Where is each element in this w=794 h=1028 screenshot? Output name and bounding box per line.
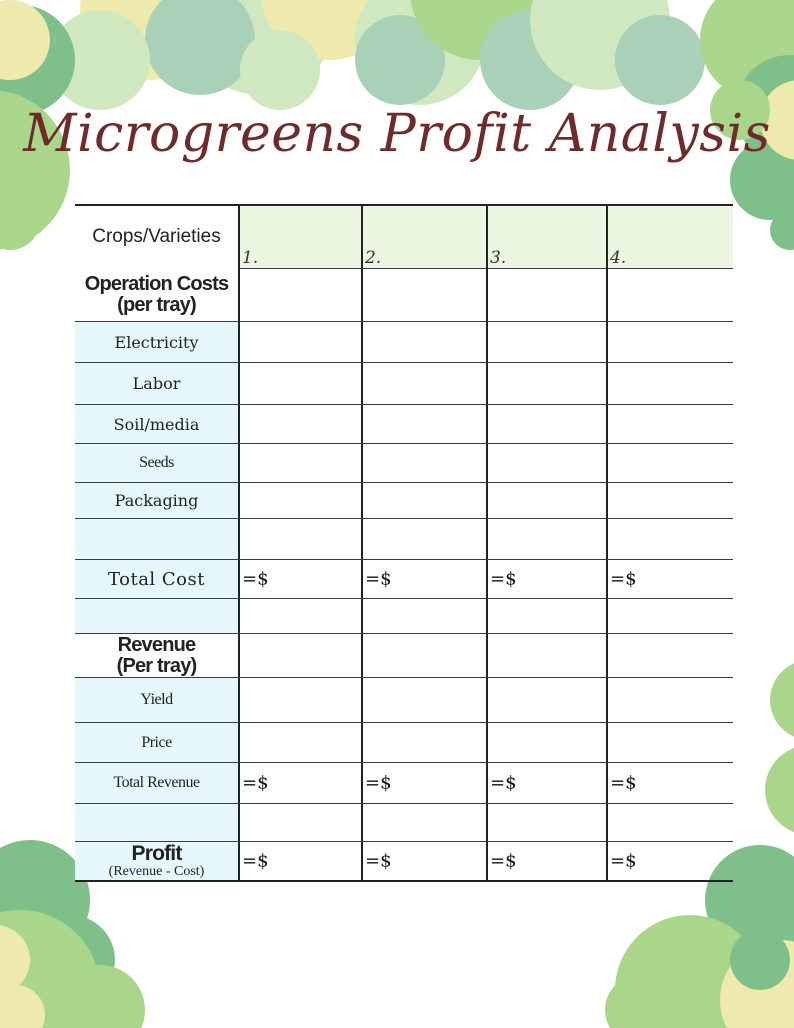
formula-text: =$ bbox=[242, 568, 269, 590]
revenue-label bbox=[75, 634, 240, 677]
total-revenue-cell-2[interactable] bbox=[363, 763, 488, 803]
price-label: Price bbox=[75, 723, 240, 762]
table-cell[interactable] bbox=[488, 634, 608, 677]
table-cell[interactable] bbox=[240, 804, 363, 841]
table-cell[interactable] bbox=[488, 322, 608, 362]
revenue-subtitle: (Per tray) bbox=[116, 654, 197, 677]
operation-costs-title: Operation Costs bbox=[84, 272, 229, 295]
table-cell[interactable] bbox=[608, 268, 733, 321]
profit-title: Profit bbox=[131, 842, 182, 865]
electricity-row bbox=[75, 322, 733, 363]
profit-cell-1[interactable] bbox=[240, 842, 363, 880]
total-cost-cell-1[interactable] bbox=[240, 560, 363, 598]
table-cell[interactable] bbox=[608, 444, 733, 482]
table-cell[interactable] bbox=[488, 678, 608, 722]
total-revenue-label: Total Revenue bbox=[75, 763, 240, 803]
yield-label: Yield bbox=[75, 678, 240, 722]
table-cell[interactable] bbox=[363, 599, 488, 633]
seeds-label: Seeds bbox=[75, 444, 240, 482]
table-cell[interactable] bbox=[363, 363, 488, 404]
table-cell[interactable] bbox=[240, 363, 363, 404]
column-header-2[interactable] bbox=[363, 206, 488, 268]
blank-label-cell bbox=[75, 804, 240, 841]
formula-text: =$ bbox=[365, 850, 392, 872]
profit-row bbox=[75, 842, 733, 882]
table-cell[interactable] bbox=[488, 519, 608, 559]
blank-label-cell bbox=[75, 519, 240, 559]
table-cell[interactable] bbox=[363, 322, 488, 362]
blank-cost-row bbox=[75, 519, 733, 560]
packaging-row bbox=[75, 483, 733, 519]
profit-label bbox=[75, 842, 240, 880]
profit-cell-4[interactable] bbox=[608, 842, 733, 880]
table-cell[interactable] bbox=[363, 519, 488, 559]
column-header-1[interactable] bbox=[240, 206, 363, 268]
blank-spacer-row bbox=[75, 599, 733, 634]
column-number-4: 4. bbox=[610, 248, 627, 268]
table-cell[interactable] bbox=[240, 599, 363, 633]
operation-costs-label bbox=[75, 268, 240, 321]
total-cost-cell-2[interactable] bbox=[363, 560, 488, 598]
table-cell[interactable] bbox=[240, 483, 363, 518]
revenue-title: Revenue bbox=[117, 633, 196, 656]
table-cell[interactable] bbox=[608, 363, 733, 404]
column-number-2: 2. bbox=[365, 248, 382, 268]
total-cost-row bbox=[75, 560, 733, 599]
formula-text: =$ bbox=[365, 568, 392, 590]
table-cell[interactable] bbox=[240, 634, 363, 677]
table-cell[interactable] bbox=[240, 519, 363, 559]
table-header-row bbox=[75, 204, 733, 269]
table-cell[interactable] bbox=[240, 405, 363, 443]
revenue-row bbox=[75, 634, 733, 678]
table-cell[interactable] bbox=[363, 444, 488, 482]
table-cell[interactable] bbox=[488, 483, 608, 518]
table-cell[interactable] bbox=[608, 519, 733, 559]
profit-analysis-table bbox=[75, 204, 733, 882]
table-cell[interactable] bbox=[488, 444, 608, 482]
total-revenue-cell-4[interactable] bbox=[608, 763, 733, 803]
top-blob-cluster bbox=[50, 0, 705, 110]
labor-row bbox=[75, 363, 733, 405]
column-number-3: 3. bbox=[490, 248, 507, 268]
table-cell[interactable] bbox=[363, 483, 488, 518]
column-header-3[interactable] bbox=[488, 206, 608, 268]
table-cell[interactable] bbox=[488, 405, 608, 443]
table-cell[interactable] bbox=[608, 678, 733, 722]
table-cell[interactable] bbox=[608, 483, 733, 518]
table-cell[interactable] bbox=[488, 599, 608, 633]
table-cell[interactable] bbox=[488, 804, 608, 841]
table-cell[interactable] bbox=[608, 804, 733, 841]
column-number-1: 1. bbox=[242, 248, 259, 268]
soil-media-label: Soil/media bbox=[75, 405, 240, 443]
table-cell[interactable] bbox=[608, 322, 733, 362]
profit-subtitle: (Revenue - Cost) bbox=[108, 864, 205, 879]
table-cell[interactable] bbox=[240, 322, 363, 362]
table-cell[interactable] bbox=[488, 268, 608, 321]
price-row bbox=[75, 723, 733, 763]
total-cost-cell-3[interactable] bbox=[488, 560, 608, 598]
table-cell[interactable] bbox=[363, 678, 488, 722]
profit-cell-2[interactable] bbox=[363, 842, 488, 880]
column-header-4[interactable] bbox=[608, 206, 733, 268]
formula-text: =$ bbox=[610, 850, 637, 872]
table-cell[interactable] bbox=[240, 723, 363, 762]
table-cell[interactable] bbox=[240, 678, 363, 722]
operation-costs-row bbox=[75, 268, 733, 322]
table-cell[interactable] bbox=[608, 634, 733, 677]
table-cell[interactable] bbox=[240, 444, 363, 482]
table-cell[interactable] bbox=[363, 804, 488, 841]
labor-label: Labor bbox=[75, 363, 240, 404]
formula-text: =$ bbox=[365, 772, 392, 794]
blank-label-cell bbox=[75, 599, 240, 633]
blank-spacer-row-2 bbox=[75, 804, 733, 842]
table-cell[interactable] bbox=[608, 723, 733, 762]
seeds-row bbox=[75, 444, 733, 483]
table-cell[interactable] bbox=[608, 405, 733, 443]
table-cell[interactable] bbox=[488, 363, 608, 404]
yield-row bbox=[75, 678, 733, 723]
table-cell[interactable] bbox=[363, 268, 488, 321]
formula-text: =$ bbox=[490, 850, 517, 872]
table-cell[interactable] bbox=[363, 405, 488, 443]
formula-text: =$ bbox=[242, 772, 269, 794]
table-cell[interactable] bbox=[363, 634, 488, 677]
soil-media-row bbox=[75, 405, 733, 444]
total-cost-label: Total Cost bbox=[75, 560, 240, 598]
total-revenue-cell-3[interactable] bbox=[488, 763, 608, 803]
formula-text: =$ bbox=[610, 772, 637, 794]
profit-cell-3[interactable] bbox=[488, 842, 608, 880]
operation-costs-subtitle: (per tray) bbox=[117, 293, 196, 316]
packaging-label: Packaging bbox=[75, 483, 240, 518]
formula-text: =$ bbox=[610, 568, 637, 590]
total-cost-cell-4[interactable] bbox=[608, 560, 733, 598]
electricity-label: Electricity bbox=[75, 322, 240, 362]
table-cell[interactable] bbox=[608, 599, 733, 633]
crops-varieties-label: Crops/Varieties bbox=[75, 206, 240, 268]
total-revenue-row bbox=[75, 763, 733, 804]
page-title: Microgreens Profit Analysis bbox=[23, 104, 771, 164]
right-edge-blob bbox=[765, 660, 794, 835]
table-cell[interactable] bbox=[363, 723, 488, 762]
formula-text: =$ bbox=[242, 850, 269, 872]
total-revenue-cell-1[interactable] bbox=[240, 763, 363, 803]
table-cell[interactable] bbox=[488, 723, 608, 762]
formula-text: =$ bbox=[490, 568, 517, 590]
formula-text: =$ bbox=[490, 772, 517, 794]
table-cell[interactable] bbox=[240, 268, 363, 321]
